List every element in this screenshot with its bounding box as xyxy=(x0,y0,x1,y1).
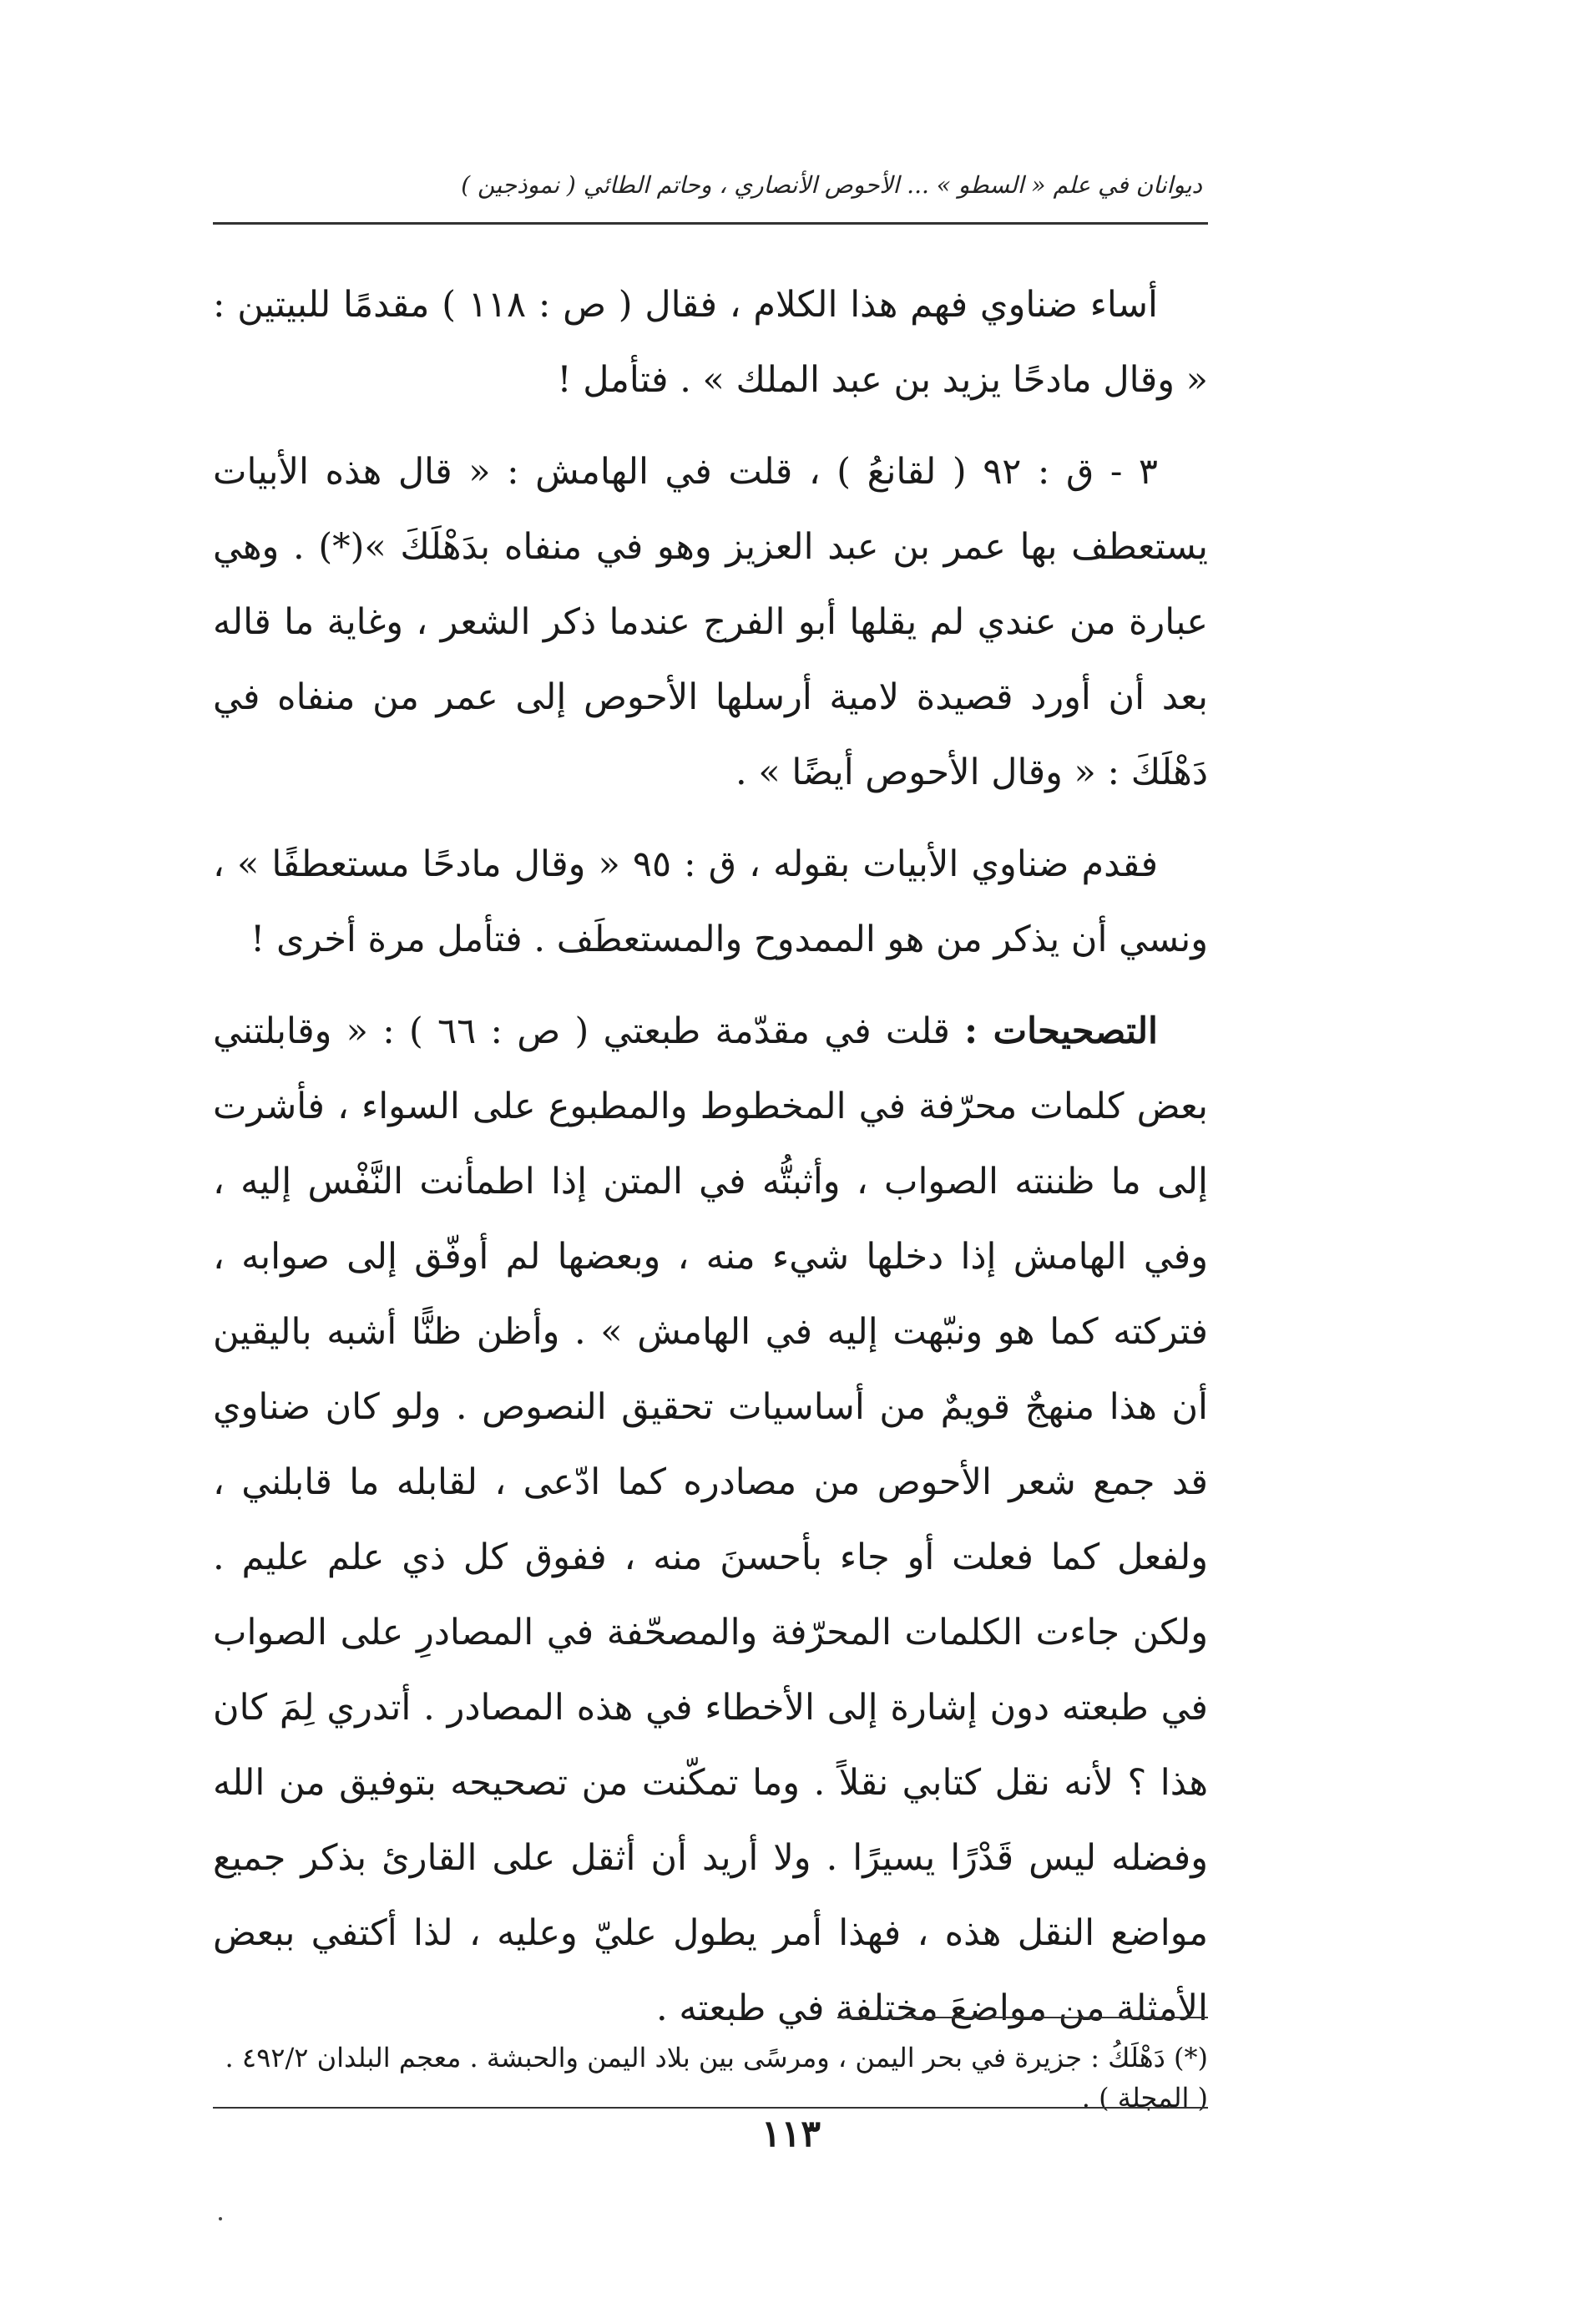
running-header: ديوانان في علم « السطو » ... الأحوص الأنصاري ، وحاتم الطائي ( نموذجين ) xyxy=(461,171,1202,199)
paragraph: أساء ضناوي فهم هذا الكلام ، فقال ( ص : ١١٨ ) مقدمًا للبيتين : « وقال مادحًا يزيد بن عبد الملك » . فتأمل ! xyxy=(213,284,1208,401)
page-number: ١١٣ xyxy=(761,2113,821,2155)
footnote: (*) دَهْلَكُ : جزيرة في بحر اليمن ، ومرسًى بين بلاد اليمن والحبشة . معجم البلدان ٤٩٢/٢ . ( المجلة ) . xyxy=(225,2042,1208,2114)
footnote-separator xyxy=(837,2017,1208,2018)
scan-speck xyxy=(219,2217,222,2220)
main-text xyxy=(213,267,1208,2046)
paragraph: فقدم ضناوي الأبيات بقوله ، ق : ٩٥ « وقال مادحًا مستعطفًا » ، ونسي أن يذكر من هو الممدوح والمستعطَف . فتأمل مرة أخرى ! xyxy=(213,843,1208,960)
header-rule xyxy=(213,222,1208,225)
corrections-text: قلت في مقدّمة طبعتي ( ص : ٦٦ ) : « وقابلتني بعض كلمات محرّفة في المخطوط والمطبوع على السواء ، فأشرت إلى ما ظننته الصواب ، وأثبتُّه في المتن إذا اطمأنت النَّفْس إليه ، وفي الهامش إذا دخلها شيء منه ، وبعضها لم أوفّق إلى صوابه ، فتركته كما هو ونبّهت إليه في الهامش » . وأظن ظنًّا أشبه باليقين أن هذا منهجٌ قويمٌ من أساسيات تحقيق النصوص . ولو كان ضناوي قد جمع شعر الأحوص من مصادره كما ادّعى ، لقابله ما قابلني ، ولفعل كما فعلت أو جاء بأحسنَ منه ، ففوق كل ذي علم عليم . ولكن جاءت الكلمات المحرّفة والمصحّفة في المصادرِ على الصواب في طبعته دون إشارة إلى الأخطاء في هذه المصادر . أتدري لِمَ كان هذا ؟ لأنه نقل كتابي نقلاً . وما تمكّنت من تصحيحه بتوفيق من الله وفضله ليس قَدْرًا يسيرًا . ولا أريد أن أثقل على القارئ بذكر جميع مواضع النقل هذه ، فهذا أمر يطول عليّ وعليه ، لذا أكتفي ببعض الأمثلة من مواضعَ مختلفة في طبعته . xyxy=(213,1010,1208,2029)
paragraph: ٣ - ق : ٩٢ ( لقانعُ ) ، قلت في الهامش : « قال هذه الأبيات يستعطف بها عمر بن عبد العزيز وهو في منفاه بدَهْلَكَ »(*) . وهي عبارة من عندي لم يقلها أبو الفرج عندما ذكر الشعر ، وغاية ما قاله بعد أن أورد قصيدة لامية أرسلها الأحوص إلى عمر من منفاه في دَهْلَكَ : « وقال الأحوص أيضًا » . xyxy=(213,451,1208,793)
corrections-heading: التصحيحات : xyxy=(964,1010,1158,1052)
footer-rule xyxy=(213,2107,1208,2109)
corrections-paragraph xyxy=(213,994,1208,2046)
